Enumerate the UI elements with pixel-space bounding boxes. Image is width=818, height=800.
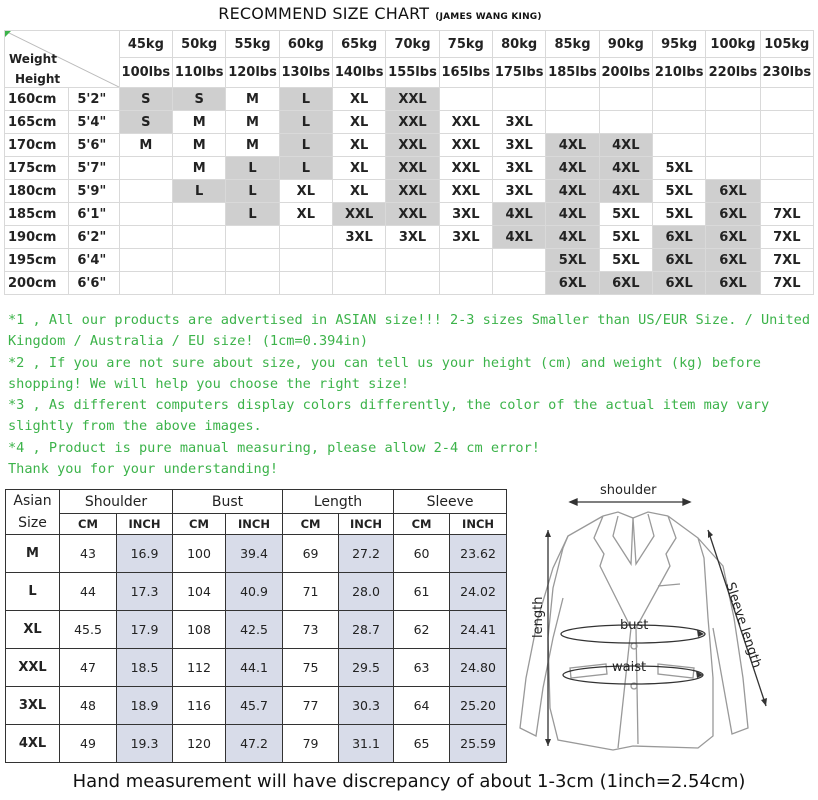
size-cell [760,180,813,203]
size-cell [439,88,492,111]
table-row [6,725,507,763]
weight-kg-header: 85kg [546,31,599,58]
size-cell: 6XL [652,249,705,272]
size-cell [119,226,172,249]
label-sleeve-length: Sleeve length [722,580,765,670]
size-cell: XL [333,180,386,203]
value-inch: 42.5 [226,611,283,649]
weight-lbs-header: 120lbs [226,58,279,88]
size-cell [226,249,279,272]
value-cm: 44 [60,573,117,611]
unit-inch: INCH [450,514,507,535]
jacket-illustration [508,478,814,768]
weight-lbs-header: 220lbs [706,58,760,88]
size-cell [652,111,705,134]
size-cell: M [226,111,279,134]
label-waist: waist [612,660,647,675]
size-cell: XL [333,157,386,180]
value-cm: 61 [394,573,450,611]
size-cell: 5XL [652,157,705,180]
size-cell: 7XL [760,272,813,295]
jacket-diagram [508,478,814,768]
value-cm: 45.5 [60,611,117,649]
table-row [6,535,507,573]
height-cm: 165cm [5,111,69,134]
group-shoulder: Shoulder [60,490,173,514]
size-cell [760,134,813,157]
note-2: *2 , If you are not sure about size, you can tell us your height (cm) and weight (kg) before shopping! We will help you choose the right size! [8,354,761,392]
size-cell: 4XL [599,180,652,203]
value-cm: 77 [283,687,339,725]
size-cell: XXL [439,157,492,180]
size-cell [599,111,652,134]
value-inch: 17.3 [117,573,173,611]
size-cell: 7XL [760,203,813,226]
height-ft: 6'4" [69,249,119,272]
weight-kg-header: 65kg [333,31,386,58]
value-cm: 79 [283,725,339,763]
note-4: *4 , Product is pure manual measuring, please allow 2-4 cm error! [8,439,540,456]
table-row [6,687,507,725]
size-cell: 3XL [333,226,386,249]
unit-cm: CM [283,514,339,535]
size-cell: M [173,134,226,157]
size-cell: 6XL [599,272,652,295]
value-inch: 23.62 [450,535,507,573]
weight-kg-header: 55kg [226,31,279,58]
value-inch: 31.1 [339,725,394,763]
size-cell: 3XL [439,203,492,226]
weight-lbs-header: 130lbs [279,58,332,88]
size-cell: 6XL [652,272,705,295]
size-cell [386,272,439,295]
value-inch: 39.4 [226,535,283,573]
unit-cm: CM [60,514,117,535]
table-row [5,272,814,295]
size-cell: 6XL [706,272,760,295]
size-cell [652,134,705,157]
size-cell: XL [333,134,386,157]
size-cell: M [226,88,279,111]
size-cell [119,249,172,272]
height-ft: 5'4" [69,111,119,134]
unit-cm: CM [173,514,226,535]
value-inch: 40.9 [226,573,283,611]
value-inch: 17.9 [117,611,173,649]
weight-lbs-header: 100lbs [119,58,172,88]
size-cell [119,203,172,226]
asian-size: 4XL [6,725,60,763]
size-cell: 4XL [546,157,599,180]
size-cell: L [226,157,279,180]
size-cell [760,88,813,111]
size-cell: 5XL [546,249,599,272]
size-cell: 4XL [492,203,545,226]
weight-kg-header: 50kg [173,31,226,58]
size-cell: XXL [439,111,492,134]
size-cell [760,157,813,180]
size-cell [706,88,760,111]
size-cell: 3XL [492,157,545,180]
size-cell [492,272,545,295]
table-row [6,611,507,649]
value-cm: 47 [60,649,117,687]
value-cm: 65 [394,725,450,763]
value-cm: 60 [394,535,450,573]
title-brand: (JAMES WANG KING) [435,12,542,22]
value-inch: 24.02 [450,573,507,611]
size-cell: 5XL [652,180,705,203]
asian-size-header [6,490,60,535]
label-length: length [531,596,546,638]
size-cell [492,88,545,111]
size-cell [760,111,813,134]
size-cell [119,272,172,295]
value-inch: 30.3 [339,687,394,725]
size-cell: 3XL [386,226,439,249]
height-cm: 200cm [5,272,69,295]
size-cell: XL [333,88,386,111]
size-cell: 6XL [706,249,760,272]
size-cell: M [173,111,226,134]
size-cell [119,157,172,180]
height-cm: 175cm [5,157,69,180]
size-label: Size [18,515,47,531]
weight-lbs-header: 110lbs [173,58,226,88]
table-row [5,111,814,134]
unit-inch: INCH [226,514,283,535]
notes-section [8,310,814,480]
value-cm: 43 [60,535,117,573]
size-cell: S [119,111,172,134]
value-cm: 112 [173,649,226,687]
asian-size: M [6,535,60,573]
asian-size: XL [6,611,60,649]
value-inch: 29.5 [339,649,394,687]
size-cell: XL [333,111,386,134]
value-inch: 25.20 [450,687,507,725]
size-cell [119,180,172,203]
height-ft: 6'2" [69,226,119,249]
size-cell: XXL [386,88,439,111]
asian-label: Asian [13,493,52,509]
group-sleeve: Sleeve [394,490,507,514]
unit-cm: CM [394,514,450,535]
asian-size: 3XL [6,687,60,725]
size-cell: XXL [386,203,439,226]
size-cell: L [173,180,226,203]
size-cell: 4XL [599,134,652,157]
value-cm: 75 [283,649,339,687]
table-row [5,180,814,203]
size-cell [226,272,279,295]
label-shoulder: shoulder [600,483,657,498]
size-cell [333,249,386,272]
value-inch: 18.5 [117,649,173,687]
size-cell [173,249,226,272]
size-cell: XL [279,180,332,203]
size-cell [492,249,545,272]
height-ft: 5'7" [69,157,119,180]
size-cell: XL [279,203,332,226]
size-cell: XXL [439,134,492,157]
weight-lbs-header: 200lbs [599,58,652,88]
size-cell [173,203,226,226]
value-cm: 48 [60,687,117,725]
size-cell [279,226,332,249]
value-inch: 28.0 [339,573,394,611]
size-cell [652,88,705,111]
value-inch: 24.41 [450,611,507,649]
size-cell [546,111,599,134]
size-cell [173,272,226,295]
value-inch: 47.2 [226,725,283,763]
size-cell: 3XL [492,180,545,203]
size-cell [706,111,760,134]
size-cell: 6XL [706,180,760,203]
size-cell: L [279,88,332,111]
size-cell [439,272,492,295]
size-cell [706,157,760,180]
size-cell: 4XL [599,157,652,180]
table-row [5,249,814,272]
group-bust: Bust [173,490,283,514]
weight-lbs-header: 230lbs [760,58,813,88]
value-cm: 108 [173,611,226,649]
size-cell: L [226,203,279,226]
weight-lbs-header: 185lbs [546,58,599,88]
weight-kg-header: 100kg [706,31,760,58]
size-cell: M [119,134,172,157]
height-ft: 6'1" [69,203,119,226]
weight-kg-header: 95kg [652,31,705,58]
table-row [6,649,507,687]
value-cm: 63 [394,649,450,687]
weight-label: Weight [9,52,57,66]
height-cm: 190cm [5,226,69,249]
size-cell: 6XL [546,272,599,295]
size-cell: 6XL [706,226,760,249]
size-cell: L [279,157,332,180]
size-cell: 5XL [652,203,705,226]
size-cell [386,249,439,272]
weight-kg-header: 75kg [439,31,492,58]
size-cell [439,249,492,272]
value-cm: 73 [283,611,339,649]
size-cell: XXL [386,111,439,134]
size-cell: S [173,88,226,111]
table-row [5,226,814,249]
asian-size: L [6,573,60,611]
value-cm: 64 [394,687,450,725]
value-cm: 120 [173,725,226,763]
weight-kg-header: 80kg [492,31,545,58]
value-inch: 16.9 [117,535,173,573]
title-main: RECOMMEND SIZE CHART [218,4,430,23]
group-length: Length [283,490,394,514]
table-row [6,573,507,611]
value-inch: 27.2 [339,535,394,573]
weight-lbs-header: 155lbs [386,58,439,88]
weight-kg-header: 60kg [279,31,332,58]
size-cell: 5XL [599,226,652,249]
size-cell: 3XL [492,111,545,134]
size-cell: 4XL [546,134,599,157]
size-cell: XXL [439,180,492,203]
weight-kg-header: 105kg [760,31,813,58]
height-label: Height [15,72,61,86]
value-cm: 49 [60,725,117,763]
size-cell [706,134,760,157]
table-row [5,88,814,111]
value-inch: 19.3 [117,725,173,763]
unit-inch: INCH [117,514,173,535]
size-cell [279,249,332,272]
size-cell: L [279,111,332,134]
size-cell: L [279,134,332,157]
size-cell: 4XL [492,226,545,249]
size-cell: 6XL [652,226,705,249]
table-row [5,203,814,226]
value-cm: 71 [283,573,339,611]
size-cell: 5XL [599,203,652,226]
value-inch: 18.9 [117,687,173,725]
height-cm: 185cm [5,203,69,226]
weight-lbs-header: 140lbs [333,58,386,88]
weight-lbs-header: 210lbs [652,58,705,88]
unit-inch: INCH [339,514,394,535]
value-inch: 44.1 [226,649,283,687]
size-cell [599,88,652,111]
size-cell: M [173,157,226,180]
size-cell: 7XL [760,226,813,249]
height-cm: 195cm [5,249,69,272]
note-1: *1 , All our products are advertised in ASIAN size!!! 2-3 sizes Smaller than US/EUR Size. / United Kingdom / Australia / EU size! (1cm=0.394in) [8,312,811,350]
weight-lbs-header: 175lbs [492,58,545,88]
asian-size: XXL [6,649,60,687]
size-cell: 4XL [546,180,599,203]
table-row [5,134,814,157]
height-ft: 5'9" [69,180,119,203]
size-cell: XXL [386,180,439,203]
value-inch: 25.59 [450,725,507,763]
size-cell: 3XL [439,226,492,249]
size-cell: M [226,134,279,157]
size-cell [546,88,599,111]
size-cell: 3XL [492,134,545,157]
recommend-size-table [4,30,814,298]
table-corner [5,31,120,88]
value-inch: 24.80 [450,649,507,687]
height-ft: 5'6" [69,134,119,157]
size-cell: XXL [386,157,439,180]
size-cell [333,272,386,295]
table-row [5,157,814,180]
note-3: *3 , As different computers display colors differently, the color of the actual item may vary slightly from the above images. [8,397,770,435]
value-cm: 62 [394,611,450,649]
weight-lbs-header: 165lbs [439,58,492,88]
footer-note: Hand measurement will have discrepancy of about 1-3cm (1inch=2.54cm) [72,771,746,792]
size-cell: S [119,88,172,111]
value-cm: 100 [173,535,226,573]
size-cell: 5XL [599,249,652,272]
measurement-table [5,489,506,763]
size-cell [173,226,226,249]
size-cell: XXL [386,134,439,157]
height-ft: 5'2" [69,88,119,111]
size-cell: L [226,180,279,203]
chart-title [0,4,760,23]
weight-kg-header: 90kg [599,31,652,58]
height-cm: 180cm [5,180,69,203]
size-cell [279,272,332,295]
size-cell: 6XL [706,203,760,226]
value-cm: 104 [173,573,226,611]
label-bust: bust [620,618,649,633]
size-cell [226,226,279,249]
value-cm: 116 [173,687,226,725]
value-cm: 69 [283,535,339,573]
value-inch: 28.7 [339,611,394,649]
weight-kg-header: 45kg [119,31,172,58]
size-cell: 4XL [546,226,599,249]
size-cell: 7XL [760,249,813,272]
weight-kg-header: 70kg [386,31,439,58]
size-cell: XXL [333,203,386,226]
size-cell: 4XL [546,203,599,226]
height-ft: 6'6" [69,272,119,295]
height-cm: 170cm [5,134,69,157]
value-inch: 45.7 [226,687,283,725]
height-cm: 160cm [5,88,69,111]
note-thanks: Thank you for your understanding! [8,461,279,478]
